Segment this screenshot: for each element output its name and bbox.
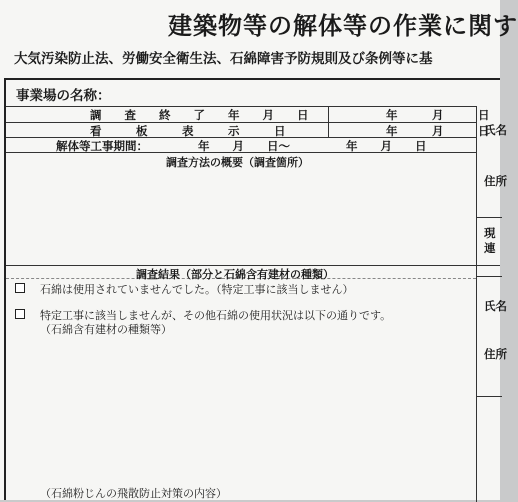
- notice-subtitle: 大気汚染防止法、労働安全衛生法、石綿障害予防規則及び条例等に基: [14, 51, 433, 67]
- demolition-period-start: 年 月 日～: [198, 139, 290, 153]
- right-site-label-2: 連: [484, 241, 496, 255]
- survey-end-label: 調 査 終 了 年 月 日: [90, 108, 309, 122]
- notice-board: [4, 78, 507, 500]
- board-display-label: 看 板 表 示 日: [90, 124, 286, 138]
- result-1-text: 石綿は使用されていませんでした。（特定工事に該当しません）: [40, 283, 354, 296]
- rule-right-1: [476, 217, 502, 218]
- right-site-label-1: 現: [484, 226, 496, 240]
- notice-title: 建築物等の解体等の作業に関す: [168, 12, 518, 40]
- demolition-period-end: 年 月 日: [346, 139, 427, 153]
- survey-result-header: 調査結果（部分と石綿含有建材の種類）: [136, 268, 334, 281]
- right-address-label-2: 住所: [484, 347, 507, 361]
- result-2-checkbox[interactable]: [15, 309, 25, 319]
- right-address-label-1: 住所: [484, 174, 507, 188]
- result-2-text: 特定工事に該当しませんが、その他石綿の使用状況は以下の通りです。: [40, 309, 392, 322]
- survey-method-header: 調査方法の概要（調査箇所）: [166, 156, 309, 169]
- survey-end-date: 年 月 日: [386, 108, 490, 122]
- right-name-label-2: 氏名: [484, 299, 507, 313]
- result-2-subtext: （石綿含有建材の種類等）: [40, 323, 172, 336]
- divider-date-column: [328, 106, 329, 137]
- result-1-checkbox[interactable]: [15, 283, 25, 293]
- demolition-period-label: 解体等工事期間：: [56, 139, 148, 153]
- right-name-label-1: 氏名: [484, 123, 507, 137]
- rule-right-2: [476, 276, 502, 277]
- divider-right-column: [476, 106, 477, 502]
- board-display-date: 年 月 日: [386, 124, 490, 138]
- site-name-label: 事業場の名称：: [16, 88, 111, 104]
- dust-prevention-label: （石綿粉じんの飛散防止対策の内容）: [40, 487, 227, 500]
- rule-right-3: [476, 396, 502, 397]
